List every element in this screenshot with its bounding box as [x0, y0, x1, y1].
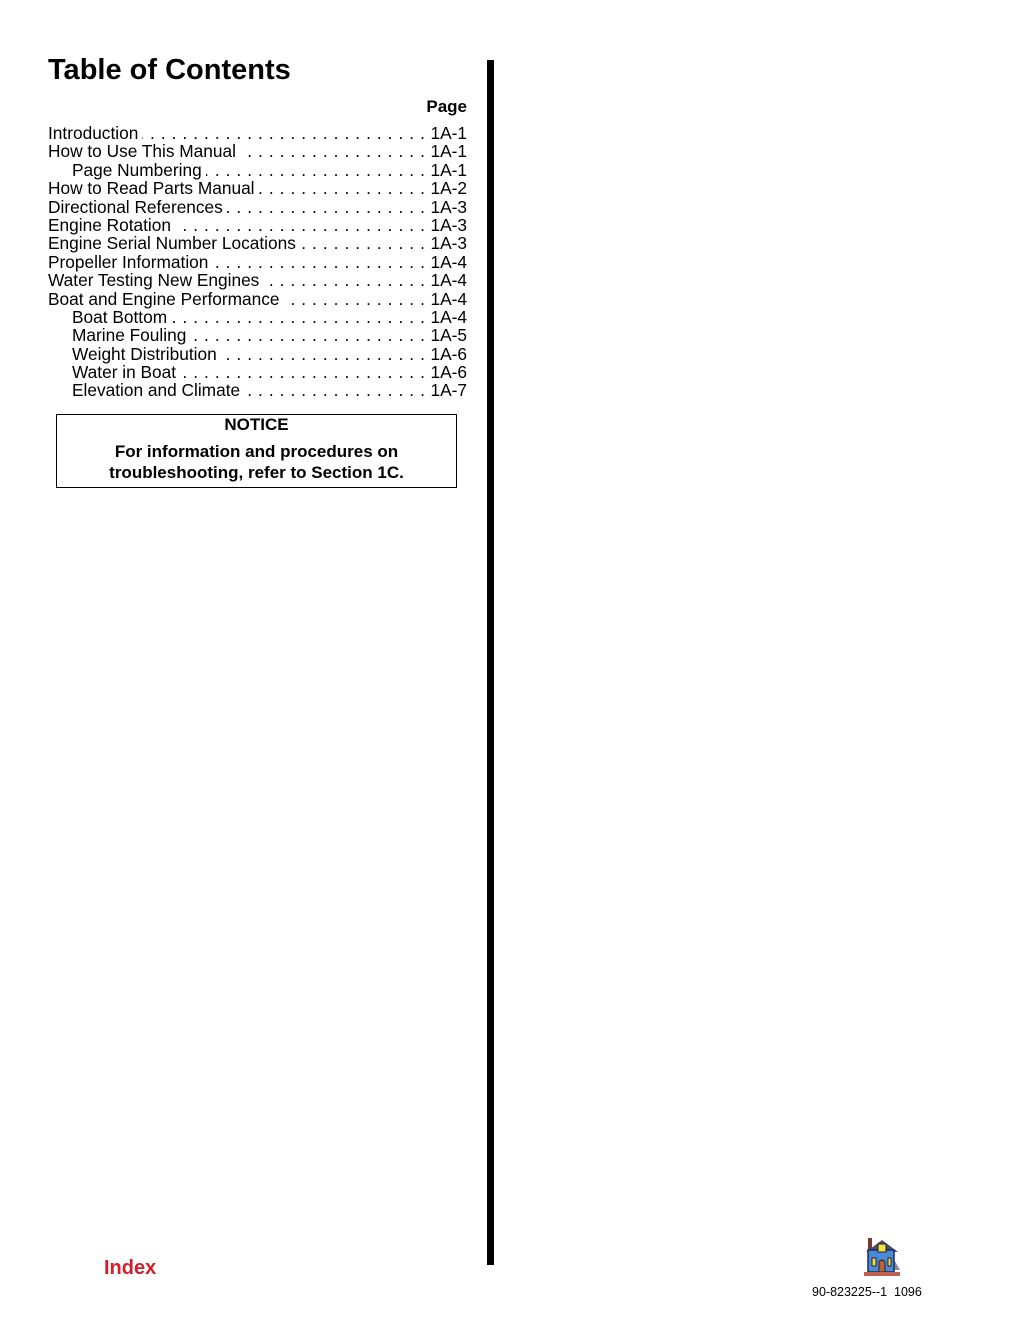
dot-leader — [259, 179, 426, 197]
notice-line: troubleshooting, refer to Section 1C. — [109, 463, 404, 482]
toc-entry-label: Introduction — [48, 123, 139, 143]
toc-entry-label: Directional References — [48, 196, 223, 217]
dot-leader — [284, 290, 426, 308]
toc-entry[interactable] — [48, 290, 467, 308]
page-column-header: Page — [426, 97, 467, 116]
index-link[interactable]: Index — [104, 1257, 157, 1279]
toc-entry-label: How to Use This Manual — [48, 141, 236, 162]
toc-entry-label: Engine Serial Number Locations — [48, 233, 296, 254]
toc-entry[interactable] — [48, 345, 467, 363]
toc-entry-page: 1A-4 — [430, 288, 467, 309]
toc-entry-page: 1A-5 — [430, 325, 467, 346]
toc-entry-page: 1A-3 — [430, 233, 467, 254]
toc-entry-page: 1A-7 — [430, 380, 467, 401]
toc-entry-label: Boat and Engine Performance — [48, 288, 280, 309]
toc-entry-page: 1A-6 — [430, 362, 467, 383]
toc-entry-label: Page Numbering — [72, 159, 202, 180]
toc-entry-page: 1A-1 — [430, 141, 467, 162]
notice-box — [56, 414, 457, 488]
toc-entry[interactable] — [48, 198, 467, 216]
toc-entry[interactable] — [48, 142, 467, 160]
toc-entry-page: 1A-1 — [430, 123, 467, 143]
page-title: Table of Contents — [48, 54, 291, 86]
toc-entry[interactable] — [48, 363, 467, 381]
change-bar — [487, 60, 494, 1265]
toc-entry-page: 1A-6 — [430, 343, 467, 364]
toc-entry[interactable] — [48, 308, 467, 326]
toc-entry-label: How to Read Parts Manual — [48, 178, 255, 199]
toc-entry[interactable] — [48, 253, 467, 271]
dot-leader — [263, 271, 425, 289]
toc-entry-label: Propeller Information — [48, 251, 209, 272]
toc-entry-label: Boat Bottom — [72, 306, 168, 327]
toc-entry-label: Water in Boat — [72, 362, 177, 383]
toc-entry-label: Marine Fouling — [72, 325, 187, 346]
dot-leader — [227, 198, 426, 216]
dot-leader — [171, 308, 425, 326]
notice-body — [57, 441, 456, 483]
document-code: 90-823225--1 1096 — [812, 1285, 922, 1299]
toc-entry[interactable] — [48, 179, 467, 197]
toc-entry-label: Elevation and Climate — [72, 380, 241, 401]
notice-line: For information and procedures on — [114, 442, 399, 461]
dot-leader — [142, 124, 425, 142]
dot-leader — [206, 161, 426, 179]
house-icon[interactable] — [862, 1236, 902, 1278]
dot-leader — [180, 363, 425, 381]
toc-entry-label: Water Testing New Engines — [48, 270, 260, 291]
dot-leader — [300, 234, 426, 252]
toc-entry-page: 1A-4 — [430, 251, 467, 272]
dot-leader — [240, 142, 426, 160]
dot-leader — [221, 345, 426, 363]
dot-leader — [190, 326, 425, 344]
toc-entry[interactable] — [48, 271, 467, 289]
toc-entry-label: Weight Distribution — [72, 343, 217, 364]
dot-leader — [175, 216, 426, 234]
toc-entry[interactable] — [48, 381, 467, 399]
dot-leader — [244, 381, 425, 399]
toc-entry-page: 1A-1 — [430, 159, 467, 180]
toc-entry[interactable] — [48, 161, 467, 179]
toc-list — [48, 124, 467, 400]
toc-entry[interactable] — [48, 124, 467, 142]
notice-heading: NOTICE — [224, 415, 289, 434]
toc-entry-page: 1A-3 — [430, 196, 467, 217]
toc-entry-page: 1A-4 — [430, 306, 467, 327]
dot-leader — [212, 253, 425, 271]
toc-entry-page: 1A-2 — [430, 178, 467, 199]
toc-entry-page: 1A-4 — [430, 270, 467, 291]
toc-entry-page: 1A-3 — [430, 214, 467, 235]
toc-entry[interactable] — [48, 234, 467, 252]
toc-entry[interactable] — [48, 326, 467, 344]
toc-entry[interactable] — [48, 216, 467, 234]
toc-entry-label: Engine Rotation — [48, 214, 171, 235]
